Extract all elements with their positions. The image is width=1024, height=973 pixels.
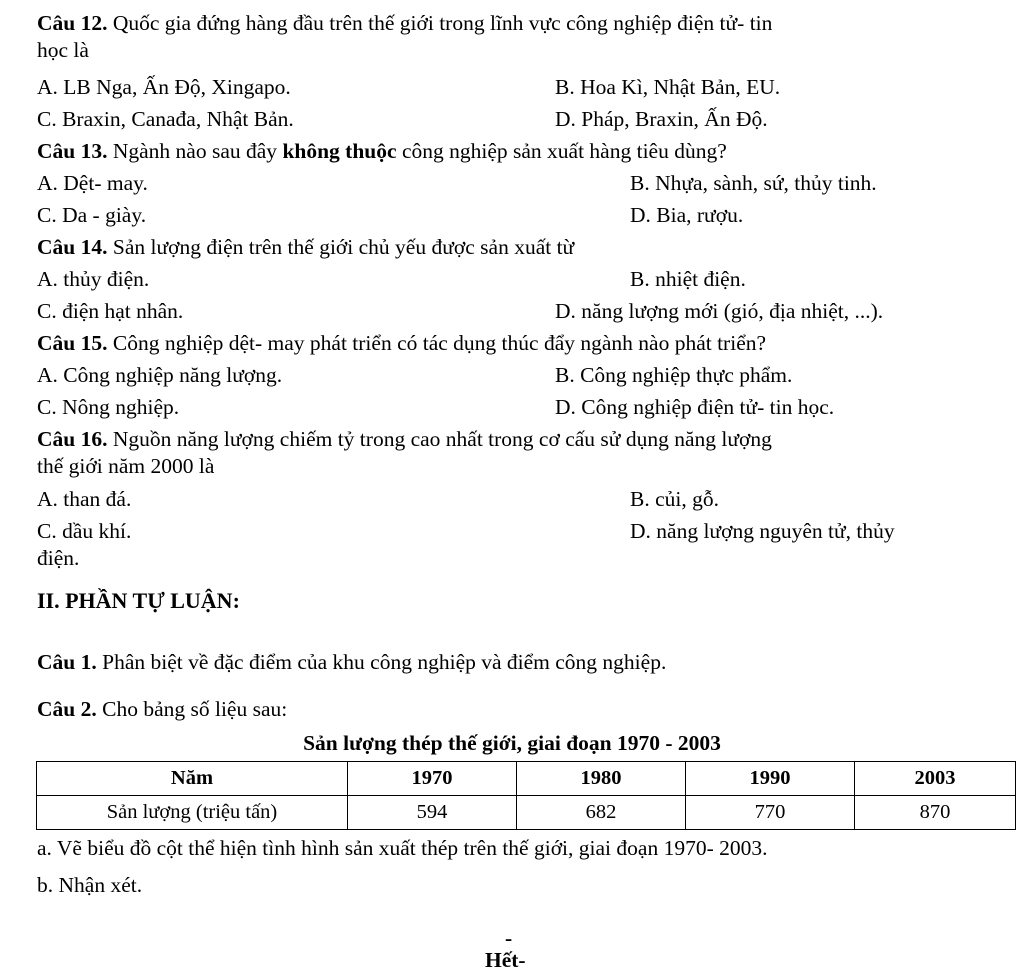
table-header-cell: 1970 [348, 762, 517, 796]
q14-option-b: B. nhiệt điện. [630, 267, 746, 291]
essay-q1-text: Phân biệt về đặc điểm của khu công nghiệp và điểm công nghiệp. [96, 650, 667, 674]
table-cell: 870 [855, 796, 1016, 830]
essay-q1-number: Câu 1. [37, 650, 97, 674]
q12-text: Quốc gia đứng hàng đầu trên thế giới trong lĩnh vực công nghiệp điện tử- tin [107, 11, 773, 35]
q13-text-bold: không thuộc [282, 139, 397, 163]
q14-option-c: C. điện hạt nhân. [37, 299, 184, 323]
q12-number: Câu 12. [37, 11, 108, 35]
table-header-cell: 2003 [855, 762, 1016, 796]
q12-option-c: C. Braxin, Canađa, Nhật Bản. [37, 107, 294, 131]
table-header-cell: Năm [37, 762, 348, 796]
table-header-cell: 1980 [517, 762, 686, 796]
q16-stem-cont: thế giới năm 2000 là [37, 454, 215, 478]
q15-option-a: A. Công nghiệp năng lượng. [37, 363, 283, 387]
footer-end: Hết- [485, 948, 526, 972]
q14-number: Câu 14. [37, 235, 108, 259]
q14-stem [37, 237, 574, 259]
q16-option-c: C. dầu khí. [37, 519, 132, 543]
q16-option-a: A. than đá. [37, 487, 132, 511]
q16-number: Câu 16. [37, 427, 108, 451]
essay-q2 [37, 699, 287, 721]
q13-text-pre: Ngành nào sau đây [107, 139, 283, 163]
q12-stem-cont: học là [37, 38, 89, 62]
q13-number: Câu 13. [37, 139, 108, 163]
q14-text: Sản lượng điện trên thế giới chủ yếu được sản xuất từ [107, 235, 575, 259]
q12-stem [37, 13, 772, 35]
q13-stem [37, 141, 727, 163]
q15-option-d: D. Công nghiệp điện tử- tin học. [555, 395, 835, 419]
table-header-row [37, 762, 1016, 796]
q13-option-d: D. Bia, rượu. [630, 203, 744, 227]
q16-option-d: D. năng lượng nguyên tử, thủy [630, 519, 895, 543]
q15-option-b: B. Công nghiệp thực phẩm. [555, 363, 793, 387]
table-cell: 682 [517, 796, 686, 830]
table-row [37, 796, 1016, 830]
q15-number: Câu 15. [37, 331, 108, 355]
q12-option-a: A. LB Nga, Ấn Độ, Xingapo. [37, 75, 291, 99]
q16-text: Nguồn năng lượng chiếm tỷ trong cao nhất trong cơ cấu sử dụng năng lượng [107, 427, 772, 451]
q14-option-d: D. năng lượng mới (gió, địa nhiệt, ...). [555, 299, 884, 323]
q16-option-b: B. củi, gỗ. [630, 487, 719, 511]
footer-dash: - [505, 926, 513, 950]
q14-option-a: A. thủy điện. [37, 267, 150, 291]
essay-q1 [37, 652, 666, 674]
essay-q2-part-b: b. Nhận xét. [37, 873, 143, 897]
q15-text: Công nghiệp dệt- may phát triển có tác dụng thúc đẩy ngành nào phát triển? [107, 331, 767, 355]
q15-stem [37, 333, 766, 355]
q16-option-d-cont: điện. [37, 546, 80, 570]
table-cell: 770 [686, 796, 855, 830]
essay-q2-part-a: a. Vẽ biểu đồ cột thể hiện tình hình sản xuất thép trên thế giới, giai đoạn 1970- 2003. [37, 836, 768, 860]
q12-option-d: D. Pháp, Braxin, Ấn Độ. [555, 107, 768, 131]
q13-option-b: B. Nhựa, sành, sứ, thủy tinh. [630, 171, 877, 195]
table-title: Sản lượng thép thế giới, giai đoạn 1970 - 2003 [303, 731, 721, 755]
essay-q2-text: Cho bảng số liệu sau: [96, 697, 288, 721]
q12-option-b: B. Hoa Kì, Nhật Bản, EU. [555, 75, 781, 99]
table-cell: 594 [348, 796, 517, 830]
q16-stem [37, 429, 772, 451]
part2-heading: II. PHẦN TỰ LUẬN: [37, 588, 240, 613]
q13-option-c: C. Da - giày. [37, 203, 147, 227]
table-header-cell: 1990 [686, 762, 855, 796]
q13-option-a: A. Dệt- may. [37, 171, 148, 195]
table-cell: Sản lượng (triệu tấn) [37, 796, 348, 830]
q15-option-c: C. Nông nghiệp. [37, 395, 180, 419]
steel-production-table [36, 761, 1016, 830]
q13-text-post: công nghiệp sản xuất hàng tiêu dùng? [396, 139, 727, 163]
essay-q2-number: Câu 2. [37, 697, 97, 721]
